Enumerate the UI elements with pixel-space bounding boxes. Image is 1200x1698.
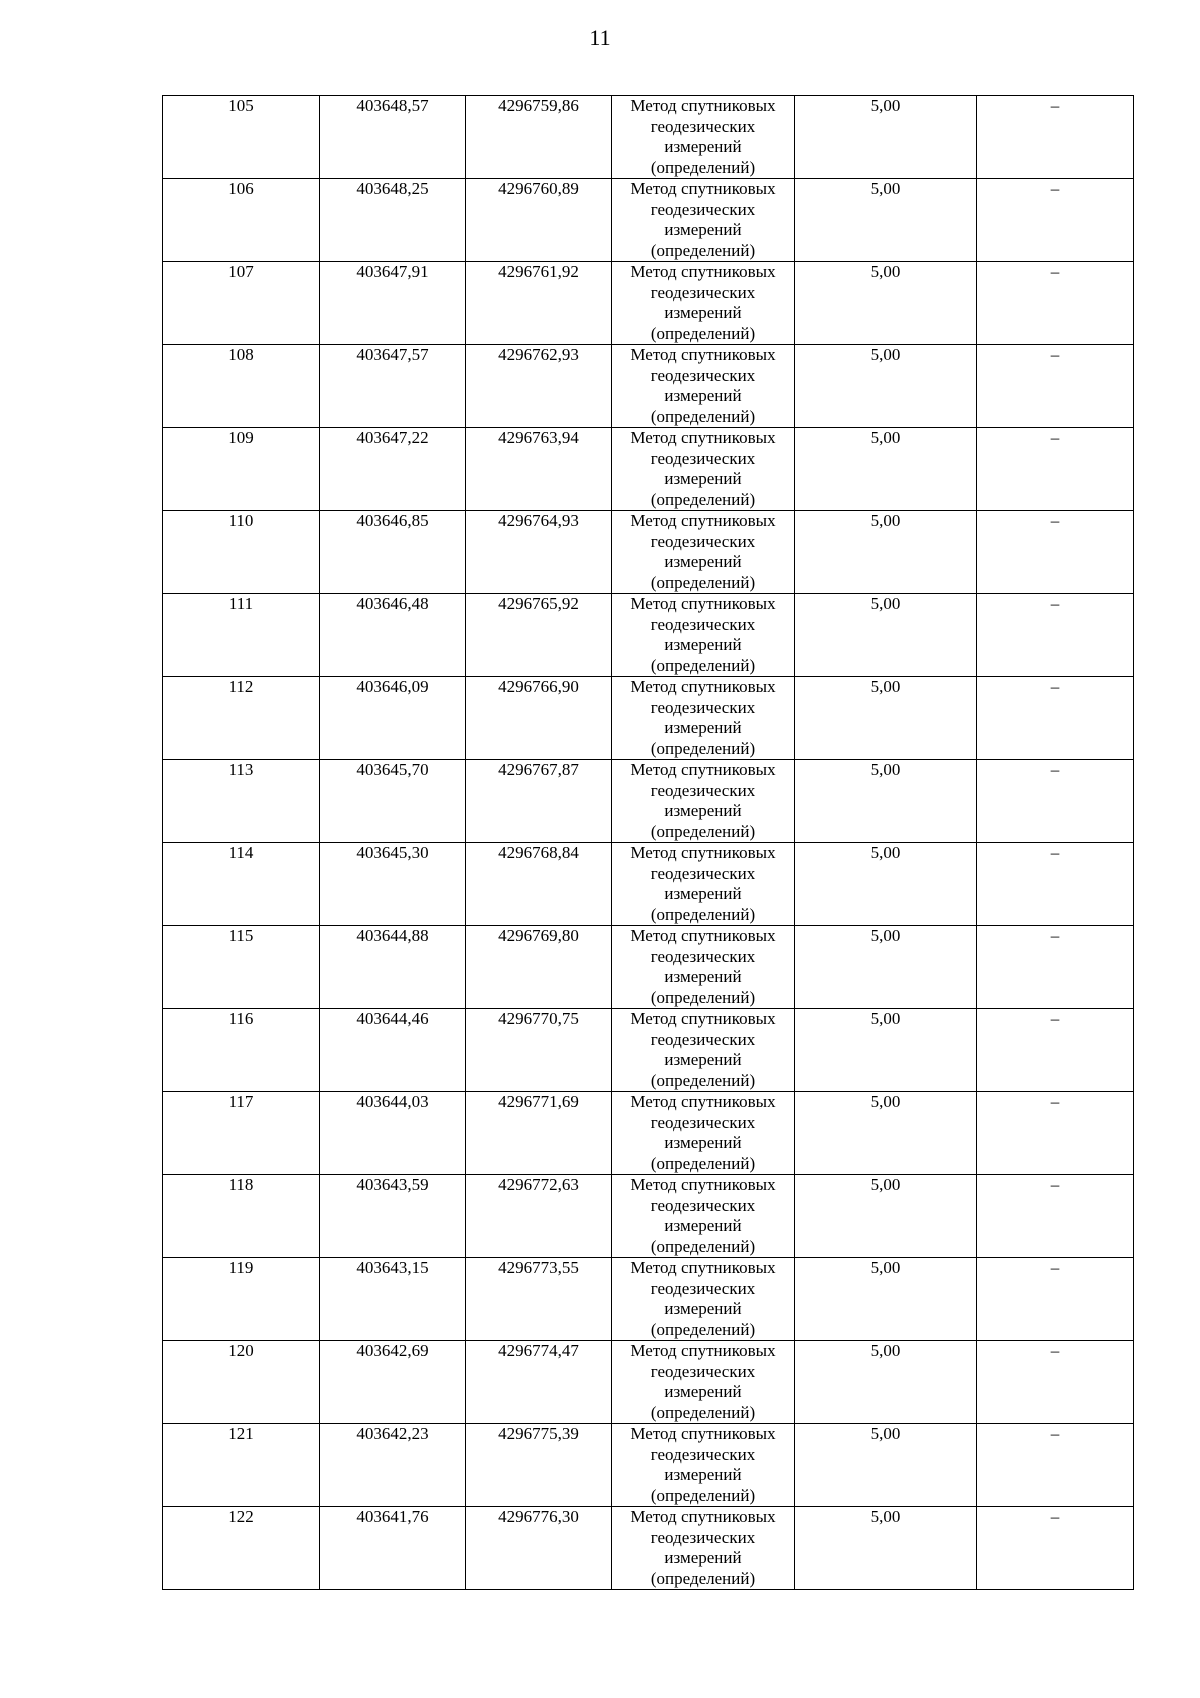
y-coordinate-cell: 4296768,84 [466, 843, 612, 926]
coordinates-table-body [163, 96, 1134, 1590]
x-coordinate-cell: 403644,03 [320, 1092, 466, 1175]
y-coordinate-cell: 4296771,69 [466, 1092, 612, 1175]
method-cell: Метод спутниковых геодезических измерений (определений) [612, 1175, 795, 1258]
table-row [163, 1092, 1134, 1175]
method-cell: Метод спутниковых геодезических измерений (определений) [612, 843, 795, 926]
y-coordinate-cell: 4296766,90 [466, 677, 612, 760]
note-cell: – [977, 1341, 1134, 1424]
table-row [163, 1258, 1134, 1341]
table-row [163, 1424, 1134, 1507]
point-number-cell: 113 [163, 760, 320, 843]
point-number-cell: 116 [163, 1009, 320, 1092]
method-cell: Метод спутниковых геодезических измерений (определений) [612, 1009, 795, 1092]
accuracy-cell: 5,00 [795, 262, 977, 345]
note-cell: – [977, 1424, 1134, 1507]
note-cell: – [977, 1175, 1134, 1258]
point-number-cell: 109 [163, 428, 320, 511]
table-row [163, 926, 1134, 1009]
y-coordinate-cell: 4296764,93 [466, 511, 612, 594]
x-coordinate-cell: 403646,48 [320, 594, 466, 677]
x-coordinate-cell: 403647,57 [320, 345, 466, 428]
accuracy-cell: 5,00 [795, 179, 977, 262]
table-row [163, 594, 1134, 677]
y-coordinate-cell: 4296775,39 [466, 1424, 612, 1507]
y-coordinate-cell: 4296759,86 [466, 96, 612, 179]
point-number-cell: 108 [163, 345, 320, 428]
method-cell: Метод спутниковых геодезических измерений (определений) [612, 1258, 795, 1341]
x-coordinate-cell: 403644,46 [320, 1009, 466, 1092]
point-number-cell: 115 [163, 926, 320, 1009]
y-coordinate-cell: 4296776,30 [466, 1507, 612, 1590]
accuracy-cell: 5,00 [795, 428, 977, 511]
accuracy-cell: 5,00 [795, 760, 977, 843]
table-row [163, 262, 1134, 345]
y-coordinate-cell: 4296763,94 [466, 428, 612, 511]
note-cell: – [977, 677, 1134, 760]
point-number-cell: 118 [163, 1175, 320, 1258]
method-cell: Метод спутниковых геодезических измерений (определений) [612, 926, 795, 1009]
x-coordinate-cell: 403646,85 [320, 511, 466, 594]
table-row [163, 1341, 1134, 1424]
x-coordinate-cell: 403648,25 [320, 179, 466, 262]
x-coordinate-cell: 403647,91 [320, 262, 466, 345]
y-coordinate-cell: 4296769,80 [466, 926, 612, 1009]
x-coordinate-cell: 403643,59 [320, 1175, 466, 1258]
accuracy-cell: 5,00 [795, 926, 977, 1009]
accuracy-cell: 5,00 [795, 1092, 977, 1175]
point-number-cell: 114 [163, 843, 320, 926]
y-coordinate-cell: 4296774,47 [466, 1341, 612, 1424]
table-row [163, 428, 1134, 511]
method-cell: Метод спутниковых геодезических измерений (определений) [612, 511, 795, 594]
accuracy-cell: 5,00 [795, 1009, 977, 1092]
note-cell: – [977, 345, 1134, 428]
note-cell: – [977, 428, 1134, 511]
method-cell: Метод спутниковых геодезических измерений (определений) [612, 262, 795, 345]
point-number-cell: 111 [163, 594, 320, 677]
accuracy-cell: 5,00 [795, 843, 977, 926]
accuracy-cell: 5,00 [795, 1507, 977, 1590]
point-number-cell: 121 [163, 1424, 320, 1507]
method-cell: Метод спутниковых геодезических измерений (определений) [612, 96, 795, 179]
method-cell: Метод спутниковых геодезических измерений (определений) [612, 1507, 795, 1590]
point-number-cell: 110 [163, 511, 320, 594]
note-cell: – [977, 1092, 1134, 1175]
table-row [163, 1009, 1134, 1092]
point-number-cell: 120 [163, 1341, 320, 1424]
y-coordinate-cell: 4296767,87 [466, 760, 612, 843]
table-row [163, 96, 1134, 179]
table-row [163, 1175, 1134, 1258]
point-number-cell: 122 [163, 1507, 320, 1590]
method-cell: Метод спутниковых геодезических измерений (определений) [612, 179, 795, 262]
point-number-cell: 105 [163, 96, 320, 179]
accuracy-cell: 5,00 [795, 1424, 977, 1507]
method-cell: Метод спутниковых геодезических измерений (определений) [612, 428, 795, 511]
note-cell: – [977, 926, 1134, 1009]
point-number-cell: 112 [163, 677, 320, 760]
note-cell: – [977, 1258, 1134, 1341]
accuracy-cell: 5,00 [795, 1341, 977, 1424]
note-cell: – [977, 262, 1134, 345]
note-cell: – [977, 511, 1134, 594]
note-cell: – [977, 179, 1134, 262]
table-row [163, 511, 1134, 594]
table-row [163, 345, 1134, 428]
table-row [163, 677, 1134, 760]
point-number-cell: 119 [163, 1258, 320, 1341]
point-number-cell: 117 [163, 1092, 320, 1175]
method-cell: Метод спутниковых геодезических измерений (определений) [612, 345, 795, 428]
note-cell: – [977, 843, 1134, 926]
x-coordinate-cell: 403643,15 [320, 1258, 466, 1341]
accuracy-cell: 5,00 [795, 96, 977, 179]
table-row [163, 1507, 1134, 1590]
page-number: 11 [589, 25, 611, 50]
x-coordinate-cell: 403647,22 [320, 428, 466, 511]
y-coordinate-cell: 4296772,63 [466, 1175, 612, 1258]
y-coordinate-cell: 4296773,55 [466, 1258, 612, 1341]
y-coordinate-cell: 4296761,92 [466, 262, 612, 345]
x-coordinate-cell: 403641,76 [320, 1507, 466, 1590]
method-cell: Метод спутниковых геодезических измерений (определений) [612, 677, 795, 760]
coordinates-table [162, 95, 1134, 1590]
x-coordinate-cell: 403642,69 [320, 1341, 466, 1424]
y-coordinate-cell: 4296765,92 [466, 594, 612, 677]
accuracy-cell: 5,00 [795, 345, 977, 428]
table-row [163, 179, 1134, 262]
x-coordinate-cell: 403646,09 [320, 677, 466, 760]
accuracy-cell: 5,00 [795, 511, 977, 594]
method-cell: Метод спутниковых геодезических измерений (определений) [612, 1341, 795, 1424]
y-coordinate-cell: 4296770,75 [466, 1009, 612, 1092]
accuracy-cell: 5,00 [795, 1175, 977, 1258]
method-cell: Метод спутниковых геодезических измерений (определений) [612, 1424, 795, 1507]
accuracy-cell: 5,00 [795, 1258, 977, 1341]
accuracy-cell: 5,00 [795, 677, 977, 760]
x-coordinate-cell: 403648,57 [320, 96, 466, 179]
note-cell: – [977, 1009, 1134, 1092]
accuracy-cell: 5,00 [795, 594, 977, 677]
note-cell: – [977, 594, 1134, 677]
method-cell: Метод спутниковых геодезических измерений (определений) [612, 760, 795, 843]
method-cell: Метод спутниковых геодезических измерений (определений) [612, 1092, 795, 1175]
note-cell: – [977, 760, 1134, 843]
method-cell: Метод спутниковых геодезических измерений (определений) [612, 594, 795, 677]
note-cell: – [977, 96, 1134, 179]
table-row [163, 843, 1134, 926]
x-coordinate-cell: 403645,30 [320, 843, 466, 926]
y-coordinate-cell: 4296762,93 [466, 345, 612, 428]
x-coordinate-cell: 403644,88 [320, 926, 466, 1009]
y-coordinate-cell: 4296760,89 [466, 179, 612, 262]
note-cell: – [977, 1507, 1134, 1590]
x-coordinate-cell: 403645,70 [320, 760, 466, 843]
x-coordinate-cell: 403642,23 [320, 1424, 466, 1507]
table-row [163, 760, 1134, 843]
point-number-cell: 106 [163, 179, 320, 262]
point-number-cell: 107 [163, 262, 320, 345]
